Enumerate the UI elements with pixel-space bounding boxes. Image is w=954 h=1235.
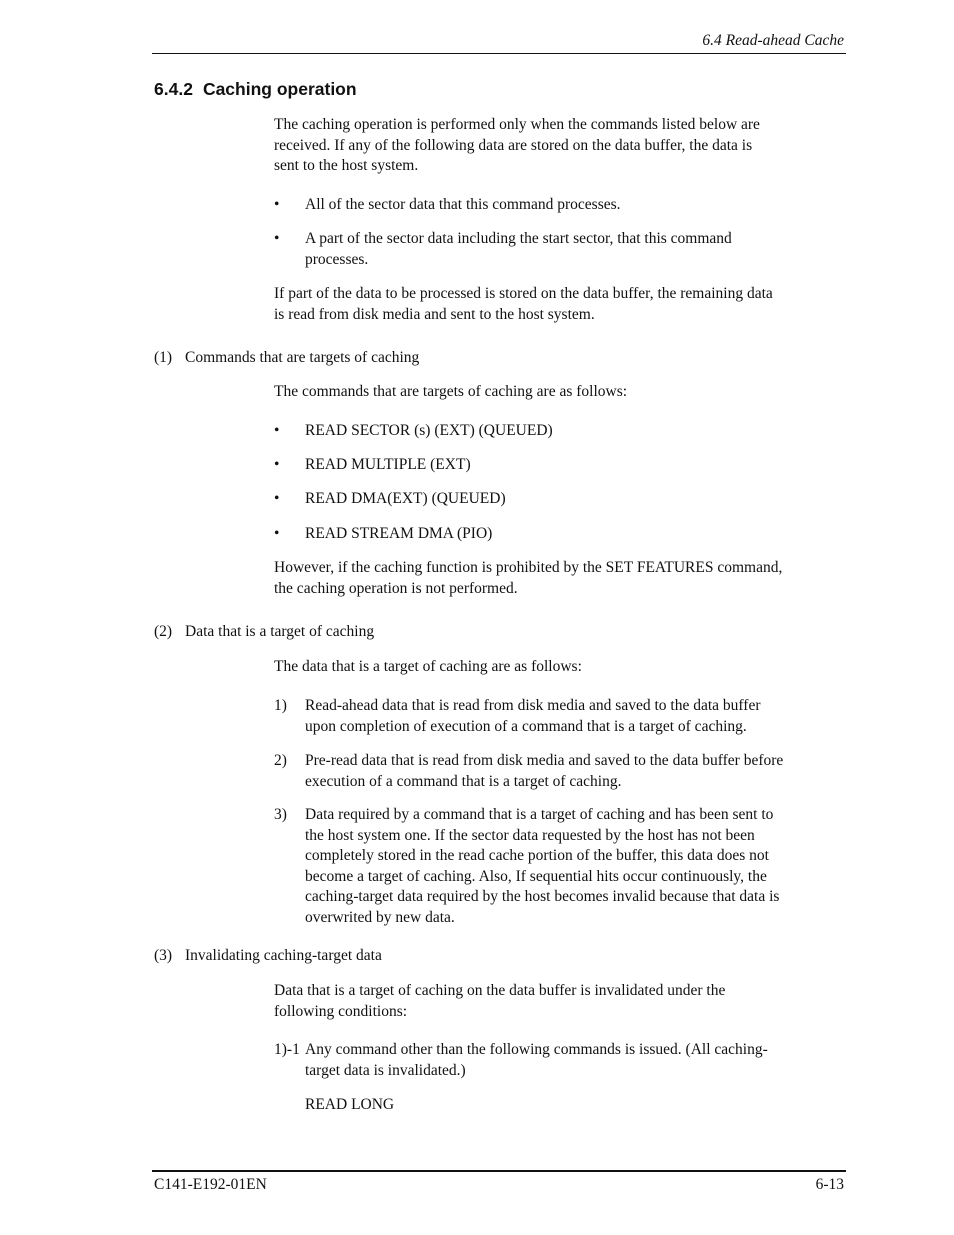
page-number: 6-13	[815, 1176, 844, 1193]
numbered-item	[274, 805, 846, 928]
item-number: 3)	[274, 806, 287, 823]
footer-rule	[152, 1170, 846, 1172]
item-text: Data required by a command that is a target of caching and has been sent to the host system one. If the sector data requested by the host has not been completely stored in the read cache portion of the buffer, this data does not become a target of caching. Also, If sequential hits occur continuously, the caching-target data required by the host becomes invalid because that data is overwrited by new data.	[305, 806, 780, 926]
data-lead: The data that is a target of caching are as follows:	[274, 658, 582, 675]
command-read-long: READ LONG	[305, 1096, 395, 1113]
subsection-title: Data that is a target of caching	[185, 623, 375, 640]
numbered-item	[274, 696, 846, 737]
item-text: Any command other than the following commands is issued. (All caching- target data is invalidated.)	[305, 1041, 768, 1079]
bullet-icon: •	[274, 490, 280, 507]
list-item-text: All of the sector data that this command processes.	[305, 196, 621, 213]
invalidating-lead: Data that is a target of caching on the data buffer is invalidated under the following conditions:	[274, 982, 726, 1020]
item-text: Read-ahead data that is read from disk media and saved to the data buffer upon completion of execution of a command that is a target of caching.	[305, 697, 761, 735]
running-header: 6.4 Read-ahead Cache	[702, 32, 844, 49]
command-name: READ DMA(EXT) (QUEUED)	[305, 490, 506, 507]
subsection-heading-data	[154, 622, 374, 643]
section-title: Caching operation	[202, 79, 357, 99]
document-id: C141-E192-01EN	[154, 1176, 267, 1193]
subsection-marker: (3)	[154, 947, 173, 964]
list-item	[274, 229, 846, 270]
header-rule	[152, 53, 846, 54]
item-number: 1)	[274, 697, 287, 714]
set-features-note: However, if the caching function is prohibited by the SET FEATURES command, the caching operation is not performed.	[274, 559, 783, 597]
list-item	[274, 455, 846, 476]
subsection-heading-commands	[154, 348, 419, 369]
numbered-item	[274, 1040, 846, 1081]
subsection-marker: (1)	[154, 349, 173, 366]
bullet-icon: •	[274, 456, 280, 473]
list-item	[274, 421, 846, 442]
subsection-marker: (2)	[154, 623, 173, 640]
section-number: 6.4.2	[154, 79, 193, 99]
list-item	[274, 489, 846, 510]
subsection-title: Commands that are targets of caching	[185, 349, 420, 366]
section-heading	[154, 79, 357, 100]
bullet-icon: •	[274, 196, 280, 213]
item-text: Pre-read data that is read from disk media and saved to the data buffer before execution of a command that is a target of caching.	[305, 752, 784, 790]
subsection-title: Invalidating caching-target data	[185, 947, 382, 964]
item-number: 2)	[274, 752, 287, 769]
item-number: 1)-1	[274, 1041, 300, 1058]
list-item	[274, 195, 846, 216]
command-name: READ MULTIPLE (EXT)	[305, 456, 471, 473]
command-name: READ STREAM DMA (PIO)	[305, 525, 493, 542]
command-name: READ SECTOR (s) (EXT) (QUEUED)	[305, 422, 553, 439]
bullet-icon: •	[274, 525, 280, 542]
intro-paragraph: The caching operation is performed only when the commands listed below are received. If any of the following data are stored on the data buffer, the data is sent to the host system.	[274, 116, 760, 174]
bullet-icon: •	[274, 230, 280, 247]
list-item	[274, 524, 846, 545]
list-item-text: A part of the sector data including the start sector, that this command processes.	[305, 230, 732, 268]
commands-lead: The commands that are targets of caching are as follows:	[274, 383, 628, 400]
bullet-icon: •	[274, 422, 280, 439]
numbered-item	[274, 751, 846, 792]
subsection-heading-invalidating	[154, 946, 382, 967]
remaining-data-paragraph: If part of the data to be processed is stored on the data buffer, the remaining data is read from disk media and sent to the host system.	[274, 285, 773, 323]
